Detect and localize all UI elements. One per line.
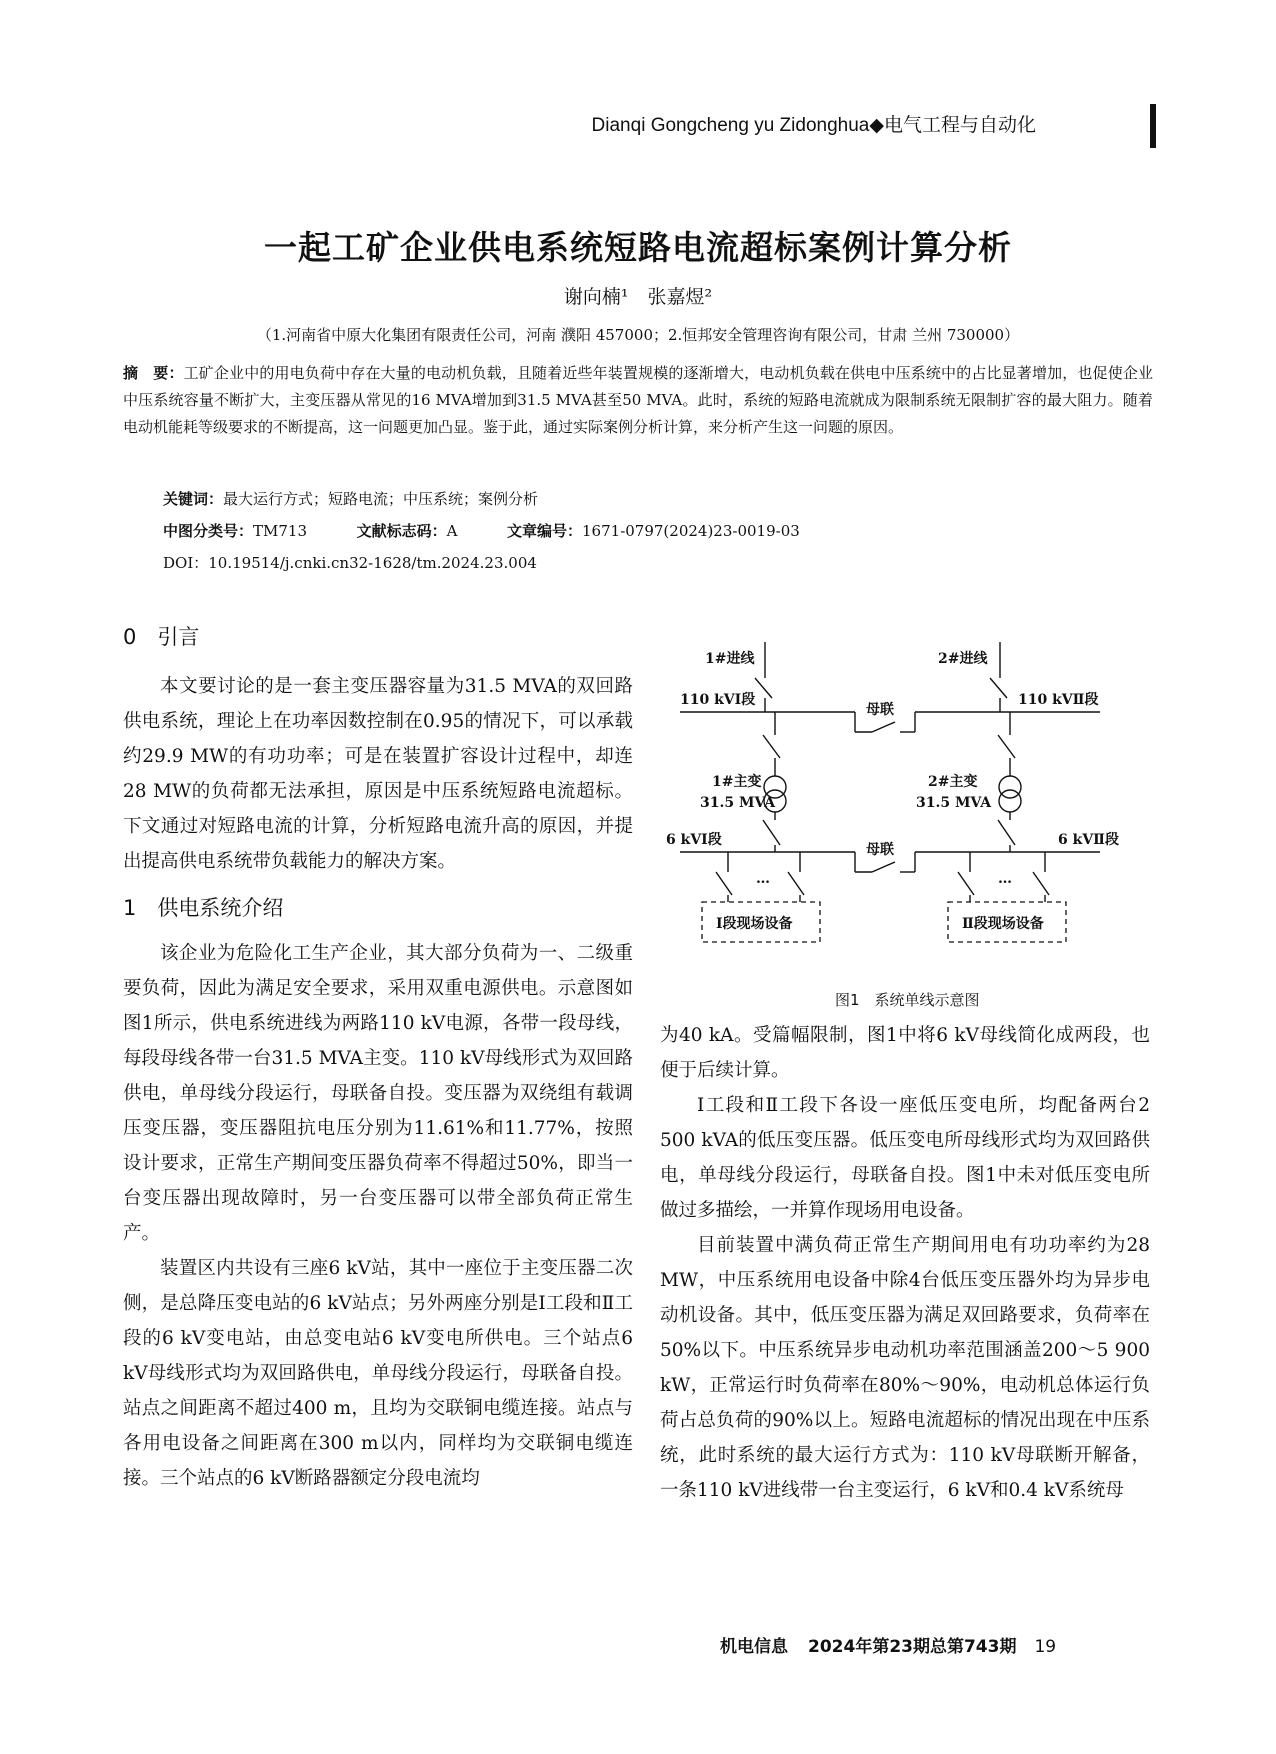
header-bar xyxy=(1150,104,1156,148)
abstract-label: 摘 要： xyxy=(123,364,184,382)
footer-journal: 机电信息 xyxy=(720,1637,788,1657)
article-number-label: 文章编号： xyxy=(507,522,583,540)
tie-110kv-label: 母联 xyxy=(866,702,894,718)
field-equipment-2-label: Ⅱ段现场设备 xyxy=(962,916,1044,932)
running-header xyxy=(592,110,1036,137)
paragraph: 装置区内共设有三座6 kV站，其中一座位于主变压器二次侧，是总降压变电站的6 kV站点；另外两座分别是Ⅰ工段和Ⅱ工段的6 kV变电站，由总变电站6 kV变电所供电。三个站点6 kV母线形式均为双回路供电，单母线分段运行，母联备自投。站点之间距离不超过400 m，且均为交联铜电缆连接。站点与各用电设备之间距离在300 m以内，同样均为交联铜电缆连接。三个站点的6 kV断路器额定分段电流均 xyxy=(123,1258,633,1489)
bus-6kv-2-label: 6 kVⅡ段 xyxy=(1058,832,1119,848)
affiliation: （1.河南省中原大化集团有限责任公司，河南 濮阳 457000；2.恒邦安全管理咨询有限公司，甘肃 兰州 730000） xyxy=(256,326,1020,344)
figure-1-caption: 图1 系统单线示意图 xyxy=(835,991,980,1009)
paragraph: 目前装置中满负荷正常生产期间用电有功功率约为28 MW，中压系统用电设备中除4台低压变压器外均为异步电动机设备。其中，低压变压器为满足双回路要求，负荷率在50%以下。中压系统异步电动机功率范围涵盖200～5 900 kW，正常运行时负荷率在80%～90%，电动机总体运行负荷占总负荷的90%以上。短路电流超标的情况出现在中压系统，此时系统的最大运行方式为：110 kV母联断开解备，一条110 kV进线带一台主变运行，6 kV和0.4 kV系统母 xyxy=(660,1235,1150,1501)
transformer-1-name: 1#主变 xyxy=(712,774,762,790)
article-number-value: 1671-0797(2024)23-0019-03 xyxy=(582,522,800,540)
doc-code-label: 文献标志码： xyxy=(356,522,447,540)
incoming-2-label: 2#进线 xyxy=(938,651,988,667)
diamond-icon: ◆ xyxy=(869,115,884,136)
bus-110kv-2-label: 110 kVⅡ段 xyxy=(1018,692,1099,708)
footer-issue: 2024年第23期总第743期 xyxy=(808,1637,1017,1657)
keywords-label: 关键词： xyxy=(163,490,224,508)
paragraph: Ⅰ工段和Ⅱ工段下各设一座低压变电所，均配备两台2 500 kVA的低压变压器。低压变电所母线形式均为双回路供电，单母线分段运行，母联备自投。图1中未对低压变电所做过多描绘，一并算作现场用电设备。 xyxy=(660,1095,1150,1221)
transformer-2-name: 2#主变 xyxy=(928,774,978,790)
paper-title: 一起工矿企业供电系统短路电流超标案例计算分析 xyxy=(264,228,1012,267)
ellipsis-2: … xyxy=(998,871,1012,887)
paragraph: 为40 kA。受篇幅限制，图1中将6 kV母线简化成两段，也便于后续计算。 xyxy=(660,1025,1150,1081)
paragraph: 本文要讨论的是一套主变压器容量为31.5 MVA的双回路供电系统，理论上在功率因数控制在0.95的情况下，可以承载约29.9 MW的有功功率；可是在装置扩容设计过程中，却连28 MW的负荷都无法承担，原因是中压系统短路电流超标。下文通过对短路电流的计算，分析短路电流升高的原因，并提出提高供电系统带负载能力的解决方案。 xyxy=(123,676,633,872)
doi xyxy=(163,552,537,573)
bus-6kv-1-label: 6 kVⅠ段 xyxy=(666,832,722,848)
keywords-text: 最大运行方式；短路电流；中压系统；案例分析 xyxy=(223,490,539,508)
doi-text: 10.19514/j.cnki.cn32-1628/tm.2024.23.004 xyxy=(208,554,537,572)
right-column xyxy=(660,1018,1150,1508)
doc-code-value: A xyxy=(446,522,458,540)
page-footer xyxy=(720,1632,1056,1657)
doi-label: DOI： xyxy=(163,554,209,572)
section-0-heading: 0 引言 xyxy=(123,625,200,649)
ellipsis-1: … xyxy=(756,871,770,887)
transformer-1-rating: 31.5 MVA xyxy=(700,795,776,811)
clc-label: 中图分类号： xyxy=(163,522,254,540)
transformer-2-rating: 31.5 MVA xyxy=(916,795,992,811)
left-column xyxy=(123,620,633,1496)
abstract-text: 工矿企业中的用电负荷中存在大量的电动机负载，且随着近些年装置规模的逐渐增大，电动机负载在供电中压系统中的占比显著增加，也促使企业中压系统容量不断扩大，主变压器从常见的16 MVA增加到31.5 MVA甚至50 MVA。此时，系统的短路电流就成为限制系统无限制扩容的最大阻力。随着电动机能耗等级要求的不断提高，这一问题更加凸显。鉴于此，通过实际案例分析计算，来分析产生这一问题的原因。 xyxy=(123,364,1153,436)
section-1-heading: 1 供电系统介绍 xyxy=(123,896,284,920)
figure-1-diagram xyxy=(660,640,1160,1015)
clc-value: TM713 xyxy=(253,522,308,540)
journal-pinyin: Dianqi Gongcheng yu Zidonghua xyxy=(591,115,870,136)
authors: 谢向楠¹ 张嘉煜² xyxy=(563,286,713,308)
field-equipment-1-label: Ⅰ段现场设备 xyxy=(716,916,793,932)
incoming-1-label: 1#进线 xyxy=(705,651,755,667)
bus-110kv-1-label: 110 kVⅠ段 xyxy=(680,692,756,708)
page-number: 19 xyxy=(1034,1637,1057,1657)
paragraph: 该企业为危险化工生产企业，其大部分负荷为一、二级重要负荷，因此为满足安全要求，采用双重电源供电。示意图如图1所示，供电系统进线为两路110 kV电源，各带一段母线，每段母线各带一台31.5 MVA主变。110 kV母线形式为双回路供电，单母线分段运行，母联备自投。变压器为双绕组有载调压变压器，变压器阻抗电压分别为11.61%和11.77%，按照设计要求，正常生产期间变压器负荷率不得超过50%，即当一台变压器出现故障时，另一台变压器可以带全部负荷正常生产。 xyxy=(123,943,633,1244)
classification xyxy=(163,520,800,541)
abstract xyxy=(123,360,1153,441)
column-name: 电气工程与自动化 xyxy=(883,115,1036,136)
keywords xyxy=(163,488,538,509)
tie-6kv-label: 母联 xyxy=(866,842,894,858)
